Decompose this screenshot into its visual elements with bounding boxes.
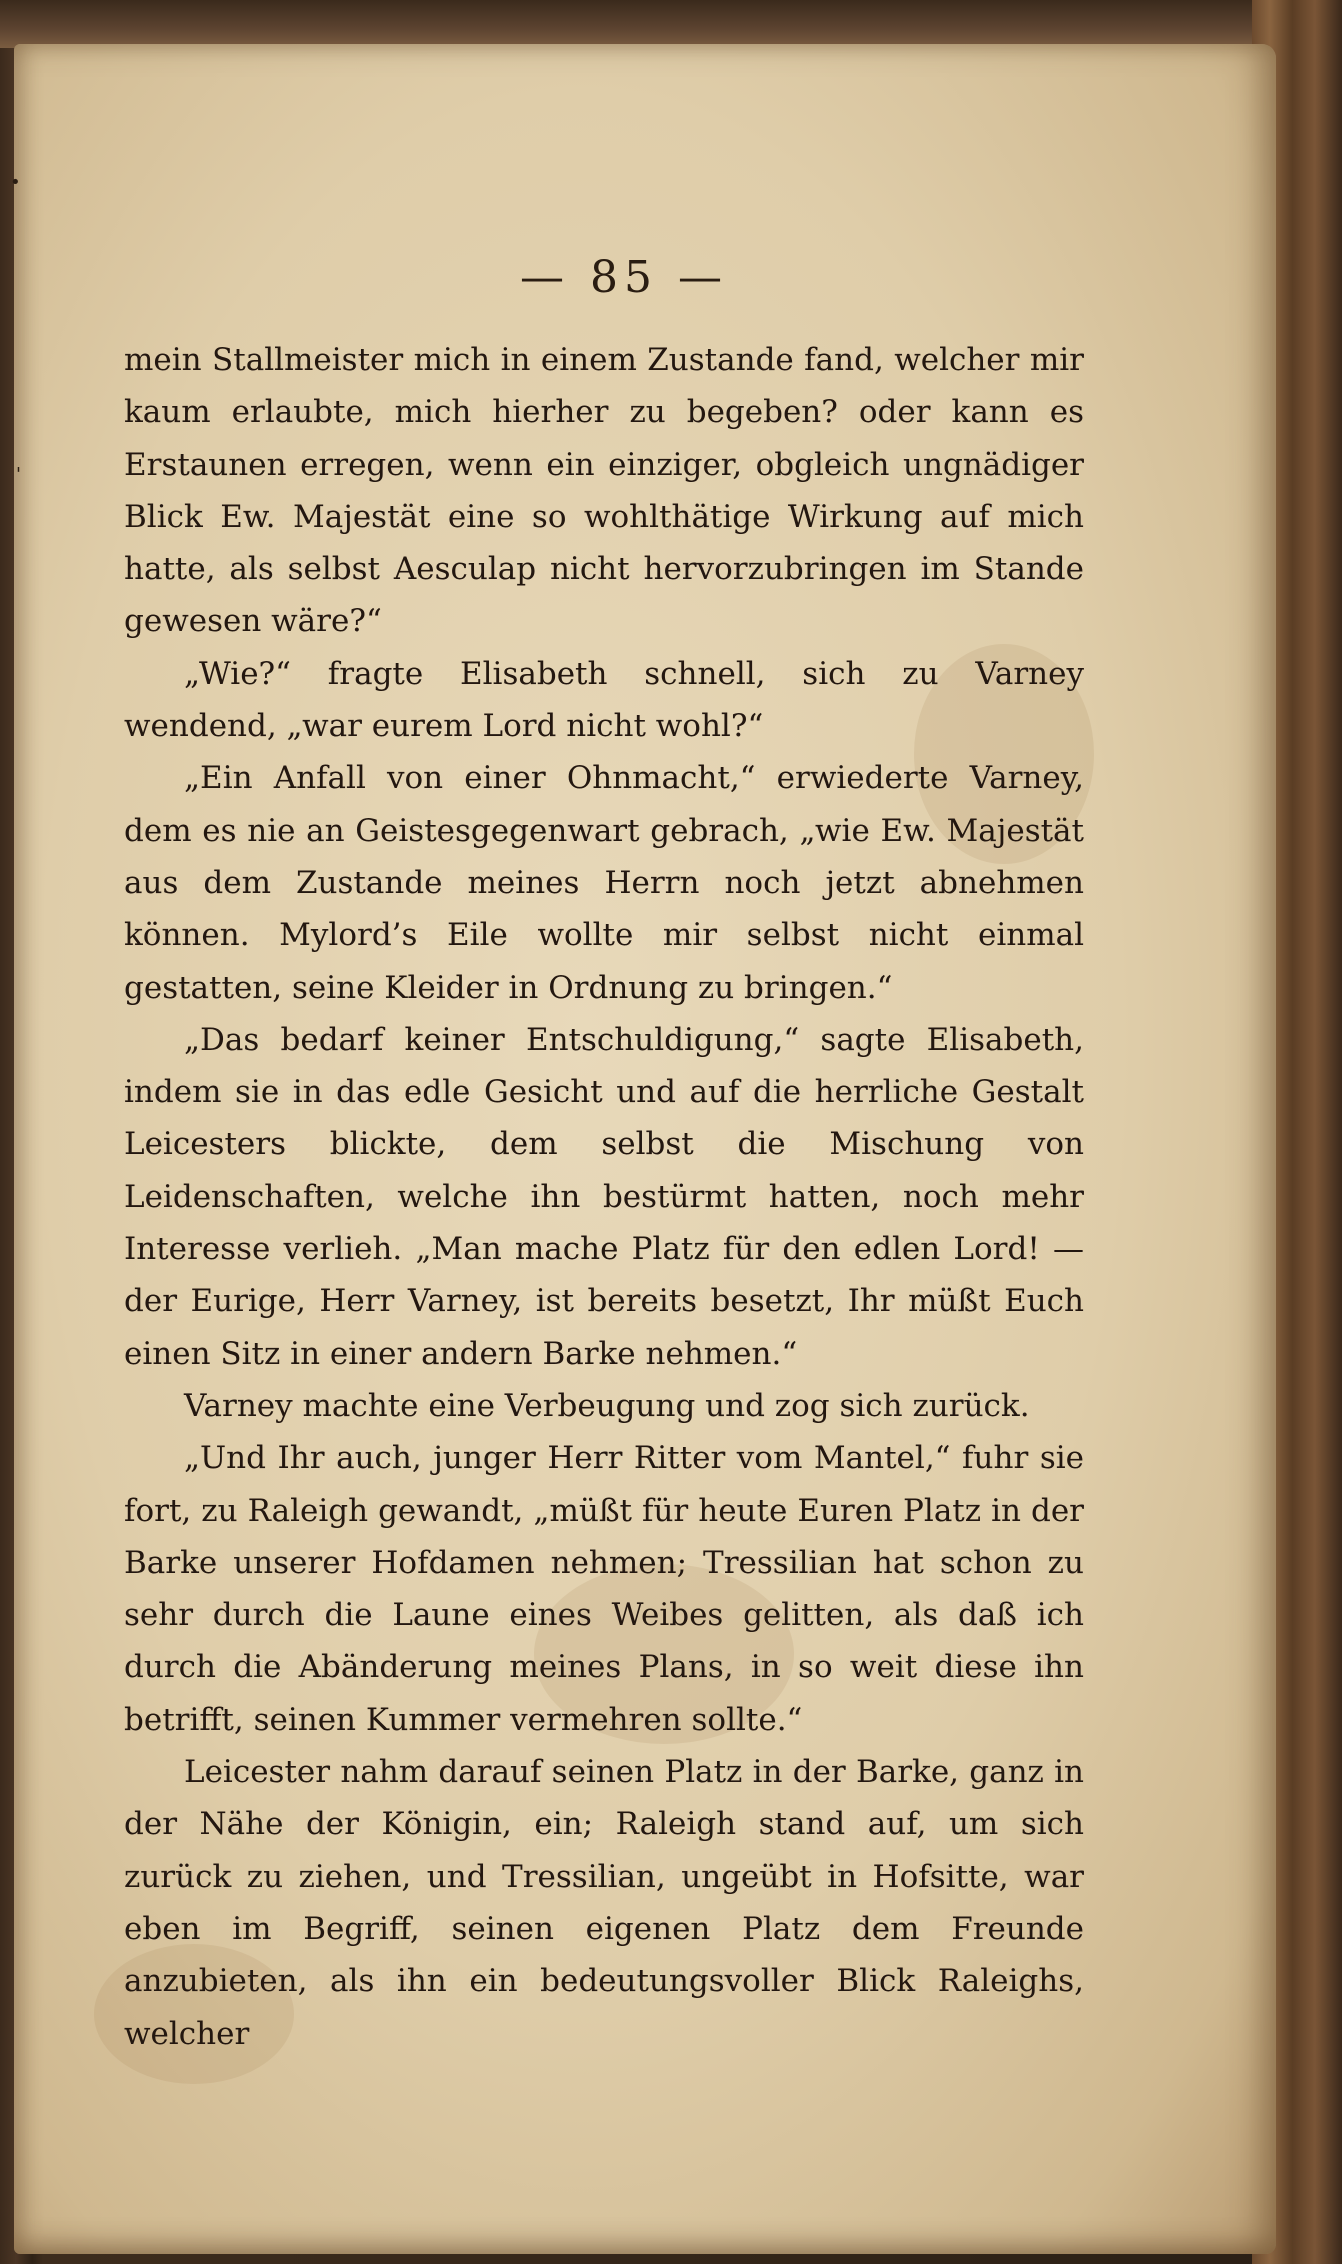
margin-mark: ' xyxy=(16,464,21,485)
paragraph: Leicester nahm darauf seinen Platz in der Barke, ganz in der Nähe der Königin, ein; Raleigh stand auf, um sich zurück zu ziehen, und Tressilian, ungeübt in Hofsitte, war eben im Begriff, seinen eigenen Platz dem Freunde anzubieten, als ihn ein bedeutungsvoller Blick Raleighs, welcher xyxy=(124,1754,1084,2052)
paragraph: „Das bedarf keiner Entschuldigung,“ sagte Elisabeth, indem sie in das edle Gesicht und auf die herrliche Gestalt Leicesters blickte, dem selbst die Mischung von Leidenschaften, welche ihn bestürmt hatten, noch mehr Interesse verlieh. „Man mache Platz für den edlen Lord! — der Eurige, Herr Varney, ist bereits besetzt, Ihr müßt Euch einen Sitz in einer andern Barke nehmen.“ xyxy=(124,1021,1084,1372)
paragraph: „Ein Anfall von einer Ohnmacht,“ erwiederte Varney, dem es nie an Geistesgegenwart gebrach, „wie Ew. Majestät aus dem Zustande meines Herrn noch jetzt abnehmen können. Mylord’s Eile wollte mir selbst nicht einmal gestatten, seine Kleider in Ordnung zu bringen.“ xyxy=(124,760,1084,1006)
margin-mark: • xyxy=(10,172,21,193)
paragraph: „Und Ihr auch, junger Herr Ritter vom Mantel,“ fuhr sie fort, zu Raleigh gewandt, „müßt für heute Euren Platz in der Barke unserer Hofdamen nehmen; Tressilian hat schon zu sehr durch die Laune eines Weibes gelitten, als daß ich durch die Abänderung meines Plans, in so weit diese ihn betrifft, seinen Kummer vermehren sollte.“ xyxy=(124,1440,1084,1738)
paragraph: mein Stallmeister mich in einem Zustande fand, welcher mir kaum erlaubte, mich hierher zu begeben? oder kann es Erstaunen erregen, wenn ein einziger, obgleich ungnädiger Blick Ew. Majestät eine so wohlthätige Wirkung auf mich hatte, als selbst Aesculap nicht hervorzubringen im Stande gewesen wäre?“ xyxy=(124,342,1084,640)
body-text xyxy=(124,334,1084,2060)
paragraph: Varney machte eine Verbeugung und zog sich zurück. xyxy=(184,1387,1030,1424)
book-top-edge xyxy=(0,0,1342,48)
paragraph: „Wie?“ fragte Elisabeth schnell, sich zu Varney wendend, „war eurem Lord nicht wohl?“ xyxy=(124,655,1084,745)
page-sheet xyxy=(10,44,1276,2254)
page-number: — 85 — xyxy=(520,252,728,303)
